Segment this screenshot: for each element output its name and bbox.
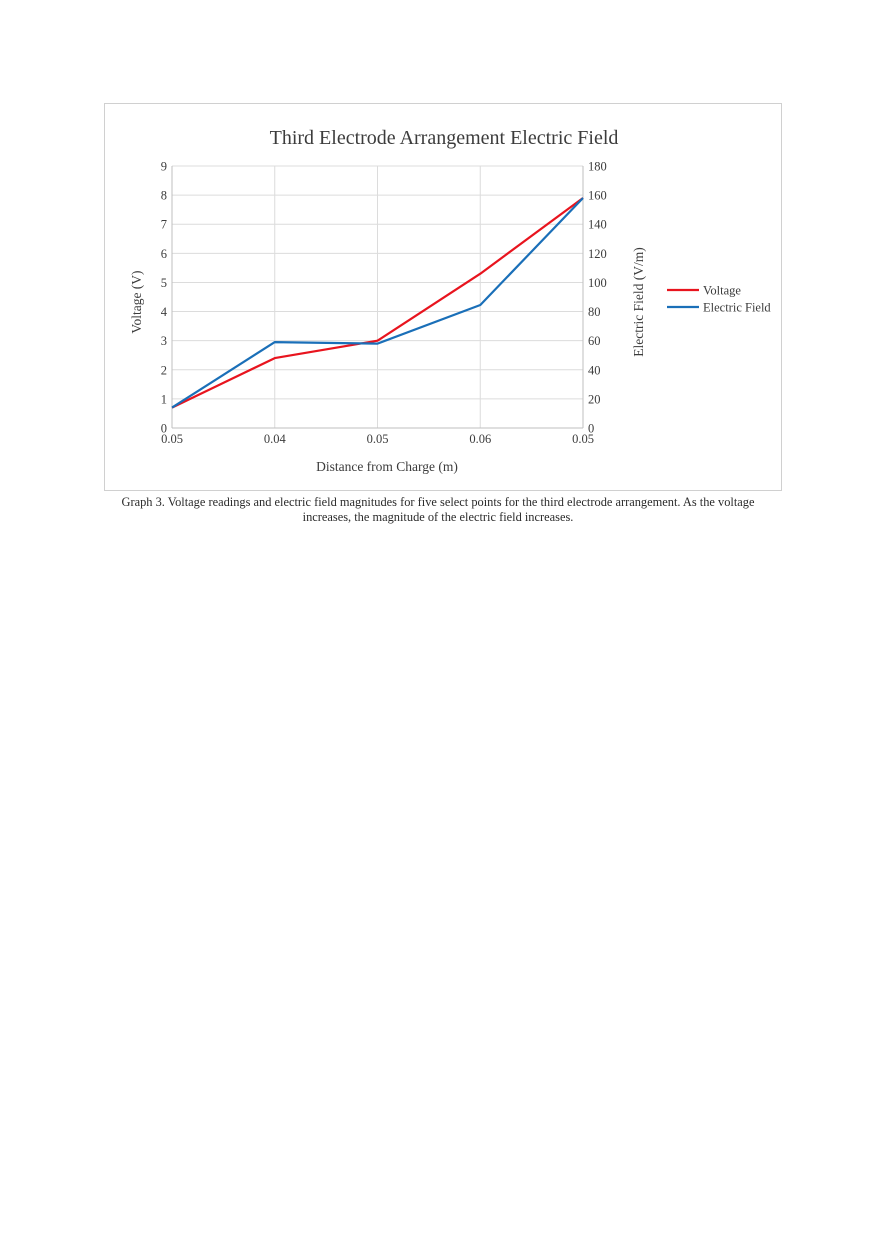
y2-tick-label: 0 xyxy=(588,421,595,436)
y-tick-label: 2 xyxy=(160,363,167,378)
axes xyxy=(161,160,607,447)
y2-tick-label: 160 xyxy=(588,188,607,203)
figure-caption: Graph 3. Voltage readings and electric field magnitudes for five select points for the third electrode arrangement. As the voltage increases, the magnitude of the electric field increases. xyxy=(121,495,755,524)
y-tick-label: 5 xyxy=(160,275,167,290)
x-tick-label: 0.05 xyxy=(572,432,594,446)
y2-tick-label: 140 xyxy=(588,217,607,232)
legend-label-voltage: Voltage xyxy=(703,283,741,298)
y-tick-label: 1 xyxy=(160,392,167,407)
y2-tick-label: 20 xyxy=(588,392,601,407)
y2-tick-label: 100 xyxy=(588,275,607,290)
chart-frame xyxy=(104,103,782,491)
y-tick-label: 9 xyxy=(160,159,167,174)
x-tick-label: 0.05 xyxy=(366,432,389,446)
y-tick-label: 8 xyxy=(160,188,167,203)
grid xyxy=(172,166,583,428)
y2-axis-label: Electric Field (V/m) xyxy=(631,247,646,357)
y-tick-label: 7 xyxy=(160,217,167,232)
x-tick-label: 0.04 xyxy=(263,432,286,446)
y2-tick-label: 180 xyxy=(588,159,607,174)
chart-title: Third Electrode Arrangement Electric Field xyxy=(269,127,619,149)
chart xyxy=(105,104,783,492)
legend xyxy=(667,284,771,315)
legend-label-electric-field: Electric Field xyxy=(703,300,771,315)
y2-tick-label: 60 xyxy=(588,334,601,349)
y-tick-label: 6 xyxy=(160,246,167,261)
y-tick-label: 0 xyxy=(160,421,167,436)
y-tick-label: 4 xyxy=(160,305,167,320)
x-tick-label: 0.05 xyxy=(161,432,183,446)
x-axis-label: Distance from Charge (m) xyxy=(316,459,458,474)
y-axis-label: Voltage (V) xyxy=(129,270,144,334)
y-tick-label: 3 xyxy=(160,334,167,349)
y2-tick-label: 40 xyxy=(588,363,601,378)
y2-tick-label: 80 xyxy=(588,305,601,320)
y2-tick-label: 120 xyxy=(588,246,607,261)
x-tick-label: 0.06 xyxy=(469,432,492,446)
